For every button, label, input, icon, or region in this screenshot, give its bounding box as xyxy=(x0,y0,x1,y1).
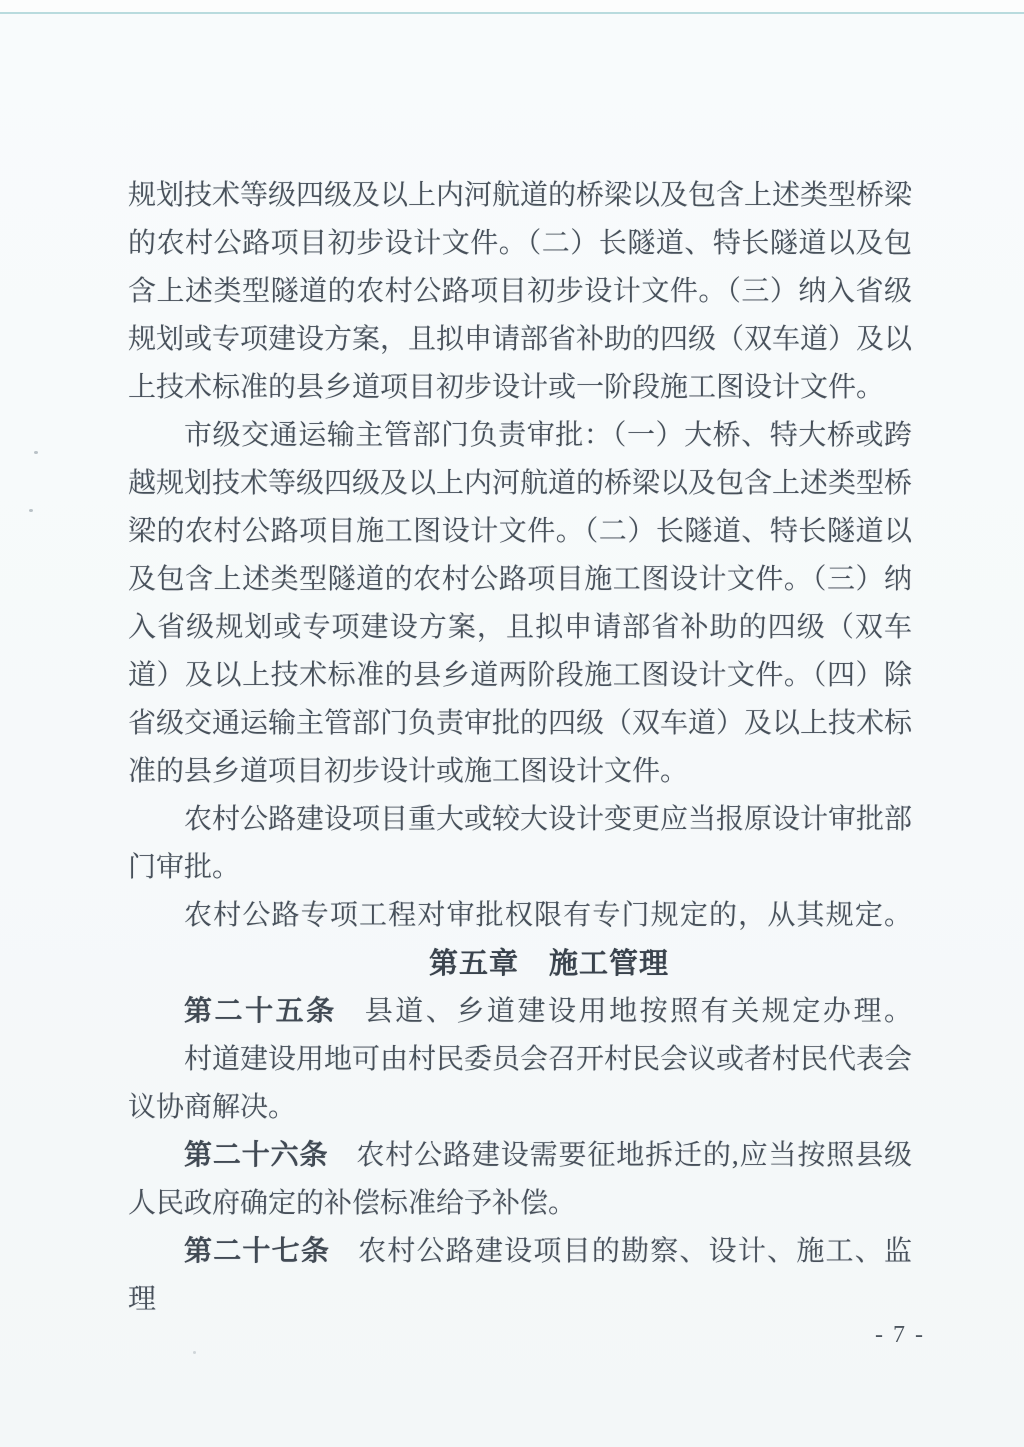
paragraph-special-projects: 农村公路专项工程对审批权限有专门规定的，从其规定。 xyxy=(184,900,912,931)
article-25-text: 县道、乡道建设用地按照有关规定办理。 xyxy=(364,996,912,1027)
article-27-paragraph xyxy=(128,1228,912,1324)
scan-speck xyxy=(29,509,33,512)
article-26-text: 农村公路建设需要征地拆迁的,应当按照县级人民政府确定的补偿标准给予补偿。 xyxy=(128,1140,912,1219)
paragraph-approval-provincial-continued: 规划技术等级四级及以上内河航道的桥梁以及包含上述类型桥梁的农村公路项目初步设计文件。（二）长隧道、特长隧道以及包含上述类型隧道的农村公路项目初步设计文件。（三）纳入省级规划或专项建设方案，且拟申请部省补助的四级（双车道）及以上技术标准的县乡道项目初步设计或一阶段施工图设计文件。 xyxy=(128,180,913,403)
document-content xyxy=(128,172,912,1324)
page-edge-line xyxy=(0,12,1024,14)
article-27-text: 农村公路建设项目的勘察、设计、施工、监理 xyxy=(128,1236,912,1315)
article-25-number: 第二十五条 xyxy=(184,996,337,1027)
scan-top-strip xyxy=(0,0,1024,12)
article-26-number: 第二十六条 xyxy=(184,1140,329,1171)
paragraph-approval-municipal: 市级交通运输主管部门负责审批：（一）大桥、特大桥或跨越规划技术等级四级及以上内河航道的桥梁以及包含上述类型桥梁的农村公路项目施工图设计文件。（二）长隧道、特长隧道以及包含上述类型隧道的农村公路项目施工图设计文件。（三）纳入省级规划或专项建设方案，且拟申请部省补助的四级（双车道）及以上技术标准的县乡道两阶段施工图设计文件。（四）除省级交通运输主管部门负责审批的四级（双车道）及以上技术标准的县乡道项目初步设计或施工图设计文件。 xyxy=(128,420,913,787)
page-number: - 7 - xyxy=(875,1322,925,1348)
paragraph-design-change: 农村公路建设项目重大或较大设计变更应当报原设计审批部门审批。 xyxy=(128,804,913,883)
chapter-heading: 第五章 施工管理 xyxy=(428,948,669,980)
article-27-number: 第二十七条 xyxy=(184,1236,331,1267)
scan-speck xyxy=(193,1351,196,1354)
article-25-village-road-paragraph: 村道建设用地可由村民委员会召开村民会议或者村民代表会议协商解决。 xyxy=(128,1044,913,1123)
scan-speck xyxy=(34,451,38,454)
article-25-paragraph xyxy=(128,988,912,1036)
article-26-paragraph xyxy=(128,1132,912,1228)
